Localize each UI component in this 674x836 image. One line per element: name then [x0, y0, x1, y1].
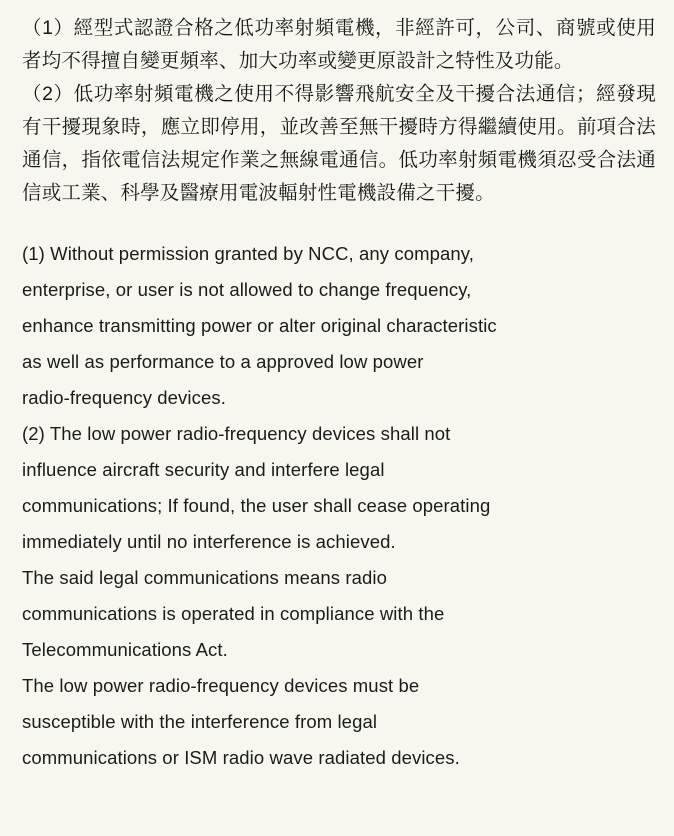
english-line: enhance transmitting power or alter original characteristic: [22, 315, 497, 336]
english-line: communications is operated in compliance with the: [22, 603, 445, 624]
english-paragraph-3: [22, 560, 656, 668]
english-line: communications; If found, the user shall cease operating: [22, 495, 491, 516]
english-line: The said legal communications means radio: [22, 567, 388, 588]
english-line: enterprise, or user is not allowed to change frequency,: [22, 279, 472, 300]
english-line: susceptible with the interference from legal: [22, 711, 378, 732]
english-line: communications or ISM radio wave radiated devices.: [22, 747, 460, 768]
english-paragraph-4: [22, 668, 656, 776]
chinese-paragraph-2: （2）低功率射頻電機之使用不得影響飛航安全及干擾合法通信；經發現有干擾現象時，應立即停用，並改善至無干擾時方得繼續使用。前項合法通信，指依電信法規定作業之無線電通信。低功率射頻電機須忍受合法通信或工業、科學及醫療用電波輻射性電機設備之干擾。: [22, 83, 656, 204]
english-paragraph-1: [22, 236, 656, 416]
english-paragraph-2: [22, 416, 656, 560]
english-line: influence aircraft security and interfere legal: [22, 459, 385, 480]
english-line: immediately until no interference is achieved.: [22, 531, 396, 552]
chinese-paragraph-1: （1）經型式認證合格之低功率射頻電機，非經許可，公司、商號或使用者均不得擅自變更頻率、加大功率或變更原設計之特性及功能。: [22, 17, 656, 72]
english-line: as well as performance to a approved low power: [22, 351, 424, 372]
english-line: radio-frequency devices.: [22, 387, 226, 408]
english-line: (1) Without permission granted by NCC, any company,: [22, 243, 475, 264]
english-notice-section: [22, 236, 656, 776]
english-line: The low power radio-frequency devices must be: [22, 675, 420, 696]
section-spacer: [22, 210, 656, 236]
english-line: Telecommunications Act.: [22, 639, 228, 660]
english-line: (2) The low power radio-frequency devices shall not: [22, 423, 451, 444]
chinese-notice-section: [22, 12, 656, 210]
